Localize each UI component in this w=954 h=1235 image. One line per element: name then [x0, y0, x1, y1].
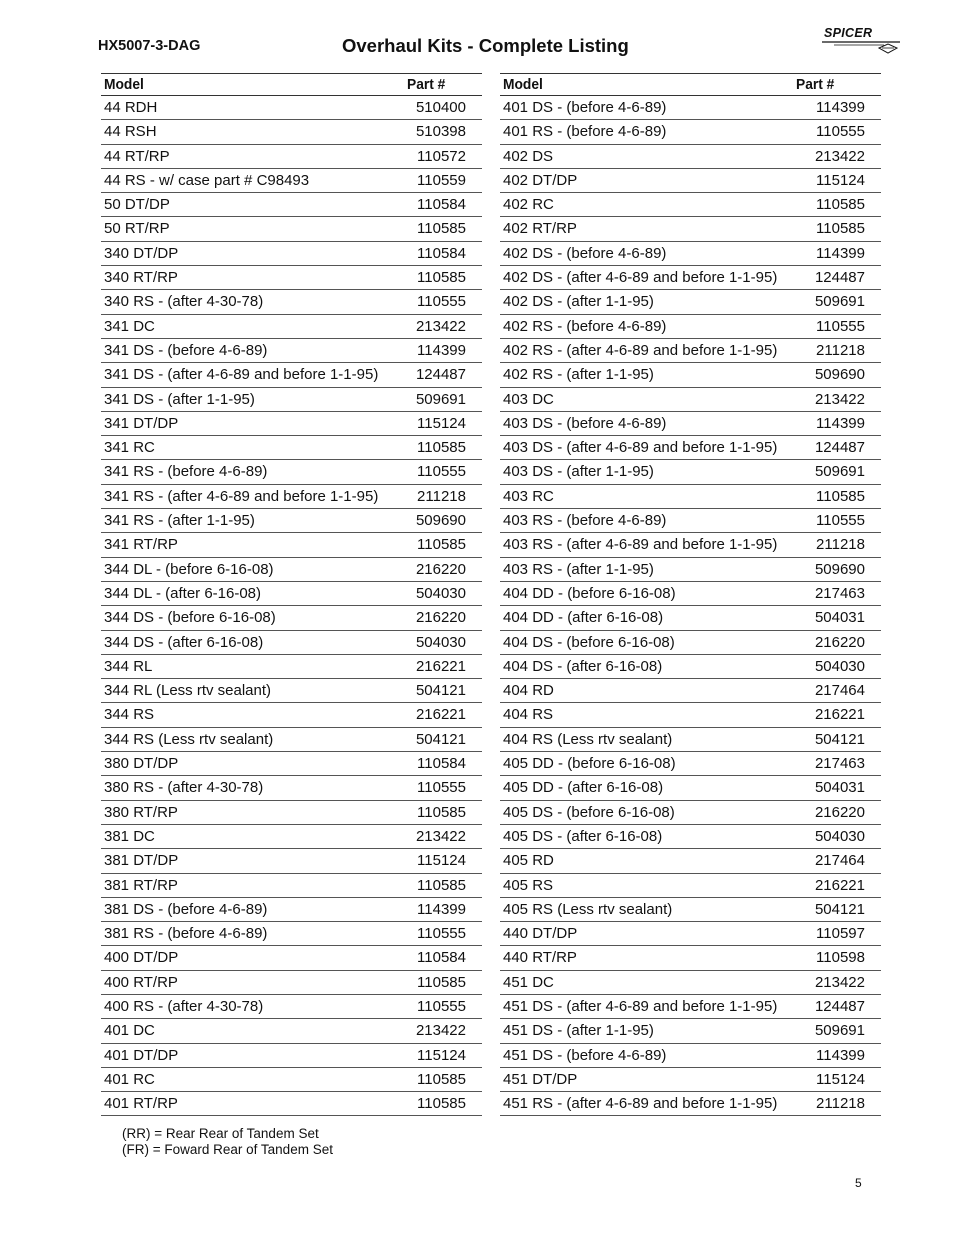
table-row [500, 1068, 881, 1092]
footnotes [122, 1126, 333, 1158]
part-number-cell: 217463 [814, 584, 865, 602]
table-row [101, 776, 482, 800]
column-header-part: Part # [407, 76, 446, 93]
spicer-logo [822, 26, 902, 60]
model-cell: 403 RC [503, 487, 554, 505]
part-number-cell: 114399 [816, 1046, 865, 1064]
table-row [500, 703, 881, 727]
part-number-cell: 110585 [417, 876, 466, 894]
model-cell: 404 DD - (before 6-16-08) [503, 584, 676, 602]
part-number-cell: 124487 [814, 439, 865, 457]
model-cell: 400 RS - (after 4-30-78) [104, 997, 264, 1015]
table-row [500, 388, 881, 412]
page-number: 5 [855, 1176, 862, 1190]
part-number-cell: 510400 [415, 99, 466, 116]
table-row [101, 242, 482, 266]
table-row [500, 1019, 881, 1043]
table-row [101, 217, 482, 241]
model-cell: 402 RS - (after 1-1-95) [503, 366, 654, 384]
part-number-cell: 124487 [814, 997, 865, 1015]
model-cell: 341 RC [104, 439, 155, 457]
model-cell: 403 DS - (before 4-6-89) [503, 414, 667, 432]
part-number-cell: 110584 [417, 755, 466, 773]
table-row [500, 922, 881, 946]
part-number-cell: 110598 [816, 949, 865, 967]
part-number-cell: 115124 [417, 1046, 466, 1064]
table-row [500, 1092, 881, 1116]
part-number-cell: 211218 [816, 1095, 865, 1113]
table-row [500, 679, 881, 703]
model-cell: 340 RT/RP [104, 269, 178, 287]
table-row [500, 825, 881, 849]
part-number-cell: 509691 [814, 1022, 865, 1040]
table-row [500, 946, 881, 970]
table-row [101, 169, 482, 193]
model-cell: 380 RS - (after 4-30-78) [104, 779, 264, 797]
table-header [101, 73, 482, 96]
model-cell: 403 RS - (after 1-1-95) [503, 560, 654, 578]
table-row [500, 217, 881, 241]
part-number-cell: 110555 [417, 463, 466, 481]
part-number-cell: 216221 [415, 657, 466, 675]
part-number-cell: 504121 [415, 682, 466, 700]
part-number-cell: 110555 [417, 293, 466, 311]
model-cell: 405 DS - (before 6-16-08) [503, 803, 675, 821]
model-cell: 341 DS - (after 4-6-89 and before 1-1-95) [104, 366, 379, 384]
model-cell: 401 DT/DP [104, 1046, 179, 1064]
model-cell: 340 RS - (after 4-30-78) [104, 293, 264, 311]
part-number-cell: 110559 [417, 171, 466, 189]
model-cell: 401 DS - (before 4-6-89) [503, 99, 667, 116]
model-cell: 402 RS - (after 4-6-89 and before 1-1-95) [503, 341, 778, 359]
part-number-cell: 110555 [816, 123, 865, 141]
table-row [500, 266, 881, 290]
model-cell: 401 RS - (before 4-6-89) [503, 123, 667, 141]
part-number-cell: 213422 [415, 1022, 466, 1040]
part-number-cell: 115124 [816, 1070, 865, 1088]
part-number-cell: 216220 [814, 633, 865, 651]
column-header-model: Model [503, 76, 543, 93]
model-cell: 341 RS - (before 4-6-89) [104, 463, 268, 481]
table-row [500, 315, 881, 339]
part-number-cell: 110585 [417, 973, 466, 991]
table-row [500, 436, 881, 460]
model-cell: 451 DS - (after 1-1-95) [503, 1022, 654, 1040]
model-cell: 402 DS - (after 1-1-95) [503, 293, 654, 311]
model-cell: 344 RS (Less rtv sealant) [104, 730, 274, 748]
table-row [101, 1092, 482, 1116]
part-number-cell: 110597 [816, 925, 865, 943]
model-cell: 381 DS - (before 4-6-89) [104, 900, 268, 918]
model-cell: 451 RS - (after 4-6-89 and before 1-1-95) [503, 1095, 778, 1113]
model-cell: 44 RS - w/ case part # C98493 [104, 171, 310, 189]
model-cell: 403 RS - (before 4-6-89) [503, 512, 667, 530]
table-row [101, 606, 482, 630]
model-cell: 344 RL [104, 657, 153, 675]
part-number-cell: 216221 [814, 706, 865, 724]
part-number-cell: 211218 [417, 487, 466, 505]
model-cell: 404 DD - (after 6-16-08) [503, 609, 664, 627]
part-number-cell: 504121 [415, 730, 466, 748]
part-number-cell: 216220 [814, 803, 865, 821]
table-row [101, 96, 482, 120]
table-row [500, 874, 881, 898]
model-cell: 404 DS - (before 6-16-08) [503, 633, 675, 651]
part-number-cell: 504031 [814, 609, 865, 627]
model-cell: 44 RDH [104, 99, 158, 116]
part-number-cell: 110584 [417, 949, 466, 967]
table-row [101, 1044, 482, 1068]
model-cell: 403 DC [503, 390, 554, 408]
table-row [101, 363, 482, 387]
part-number-cell: 216221 [814, 876, 865, 894]
page-title: Overhaul Kits - Complete Listing [342, 35, 629, 56]
table-row [101, 582, 482, 606]
table-row [101, 120, 482, 144]
part-number-cell: 110585 [417, 803, 466, 821]
table-row [500, 728, 881, 752]
part-number-cell: 110585 [417, 439, 466, 457]
table-row [101, 1068, 482, 1092]
model-cell: 405 DD - (after 6-16-08) [503, 779, 664, 797]
part-number-cell: 509690 [814, 560, 865, 578]
model-cell: 381 RT/RP [104, 876, 178, 894]
part-number-cell: 115124 [816, 171, 865, 189]
model-cell: 403 RS - (after 4-6-89 and before 1-1-95) [503, 536, 778, 554]
part-number-cell: 110572 [417, 147, 466, 165]
table-row [101, 703, 482, 727]
model-cell: 400 RT/RP [104, 973, 178, 991]
table-row [101, 922, 482, 946]
model-cell: 344 DL - (after 6-16-08) [104, 584, 262, 602]
table-row [101, 752, 482, 776]
model-cell: 341 RS - (after 1-1-95) [104, 512, 255, 530]
table-row [101, 631, 482, 655]
model-cell: 50 RT/RP [104, 220, 170, 238]
model-cell: 402 RC [503, 196, 554, 214]
part-number-cell: 504030 [814, 827, 865, 845]
table-body [101, 96, 482, 1116]
model-cell: 400 DT/DP [104, 949, 179, 967]
model-cell: 401 DC [104, 1022, 155, 1040]
part-number-cell: 504030 [814, 657, 865, 675]
table-row [500, 582, 881, 606]
table-body [500, 96, 881, 1116]
document-code: HX5007-3-DAG [98, 38, 201, 54]
table-row [101, 339, 482, 363]
part-number-cell: 504030 [415, 633, 466, 651]
part-number-cell: 504031 [814, 779, 865, 797]
part-number-cell: 217464 [814, 682, 865, 700]
part-number-cell: 504121 [814, 730, 865, 748]
model-cell: 402 DS - (before 4-6-89) [503, 244, 667, 262]
part-number-cell: 216220 [415, 560, 466, 578]
model-cell: 405 RS [503, 876, 554, 894]
model-cell: 401 RT/RP [104, 1095, 178, 1113]
table-row [500, 631, 881, 655]
table-row [500, 169, 881, 193]
model-cell: 451 DC [503, 973, 554, 991]
model-cell: 405 RS (Less rtv sealant) [503, 900, 673, 918]
model-cell: 405 DS - (after 6-16-08) [503, 827, 663, 845]
part-number-cell: 114399 [816, 99, 865, 116]
parts-table-left [101, 73, 482, 1116]
table-row [500, 363, 881, 387]
model-cell: 405 DD - (before 6-16-08) [503, 755, 676, 773]
part-number-cell: 510398 [415, 123, 466, 141]
table-row [101, 558, 482, 582]
parts-table-right [500, 73, 881, 1116]
model-cell: 440 DT/DP [503, 925, 578, 943]
model-cell: 341 DT/DP [104, 414, 179, 432]
part-number-cell: 115124 [417, 414, 466, 432]
part-number-cell: 110585 [816, 196, 865, 214]
part-number-cell: 115124 [417, 852, 466, 870]
model-cell: 44 RT/RP [104, 147, 170, 165]
model-cell: 341 DS - (before 4-6-89) [104, 341, 268, 359]
part-number-cell: 110555 [417, 925, 466, 943]
part-number-cell: 110584 [417, 196, 466, 214]
model-cell: 404 RS [503, 706, 554, 724]
part-number-cell: 509691 [415, 390, 466, 408]
table-row [101, 874, 482, 898]
table-row [101, 315, 482, 339]
table-row [101, 193, 482, 217]
part-number-cell: 110585 [417, 269, 466, 287]
part-number-cell: 213422 [814, 147, 865, 165]
part-number-cell: 213422 [415, 827, 466, 845]
table-row [500, 412, 881, 436]
column-header-part: Part # [796, 76, 835, 93]
model-cell: 451 DT/DP [503, 1070, 578, 1088]
table-row [500, 339, 881, 363]
table-row [101, 728, 482, 752]
part-number-cell: 114399 [816, 244, 865, 262]
model-cell: 50 DT/DP [104, 196, 170, 214]
part-number-cell: 211218 [816, 341, 865, 359]
table-row [500, 849, 881, 873]
part-number-cell: 110555 [816, 512, 865, 530]
model-cell: 341 DC [104, 317, 155, 335]
model-cell: 402 RS - (before 4-6-89) [503, 317, 667, 335]
table-row [500, 898, 881, 922]
table-row [500, 801, 881, 825]
table-row [500, 995, 881, 1019]
table-row [500, 776, 881, 800]
table-row [101, 655, 482, 679]
model-cell: 403 DS - (after 1-1-95) [503, 463, 654, 481]
part-number-cell: 509691 [814, 463, 865, 481]
table-row [500, 120, 881, 144]
part-number-cell: 114399 [417, 900, 466, 918]
table-row [101, 1019, 482, 1043]
table-row [500, 96, 881, 120]
model-cell: 344 DS - (after 6-16-08) [104, 633, 264, 651]
part-number-cell: 211218 [816, 536, 865, 554]
table-row [101, 849, 482, 873]
table-row [500, 145, 881, 169]
part-number-cell: 114399 [816, 414, 865, 432]
model-cell: 341 DS - (after 1-1-95) [104, 390, 255, 408]
part-number-cell: 213422 [814, 390, 865, 408]
table-row [500, 752, 881, 776]
model-cell: 340 DT/DP [104, 244, 179, 262]
table-row [101, 266, 482, 290]
model-cell: 381 RS - (before 4-6-89) [104, 925, 268, 943]
table-row [500, 606, 881, 630]
part-number-cell: 110585 [417, 536, 466, 554]
table-row [101, 679, 482, 703]
table-row [101, 971, 482, 995]
table-row [101, 898, 482, 922]
model-cell: 404 RD [503, 682, 554, 700]
table-row [101, 995, 482, 1019]
table-row [500, 290, 881, 314]
table-row [500, 485, 881, 509]
part-number-cell: 110555 [417, 779, 466, 797]
part-number-cell: 110555 [417, 997, 466, 1015]
footnote: (RR) = Rear Rear of Tandem Set [122, 1126, 319, 1141]
part-number-cell: 114399 [417, 341, 466, 359]
model-cell: 380 DT/DP [104, 755, 179, 773]
model-cell: 341 RT/RP [104, 536, 178, 554]
table-row [101, 145, 482, 169]
model-cell: 341 RS - (after 4-6-89 and before 1-1-95) [104, 487, 379, 505]
model-cell: 344 DS - (before 6-16-08) [104, 609, 276, 627]
table-row [500, 971, 881, 995]
model-cell: 381 DC [104, 827, 155, 845]
part-number-cell: 217464 [814, 852, 865, 870]
part-number-cell: 110585 [816, 220, 865, 238]
part-number-cell: 110555 [816, 317, 865, 335]
model-cell: 404 RS (Less rtv sealant) [503, 730, 673, 748]
table-row [101, 946, 482, 970]
table-row [500, 193, 881, 217]
column-header-model: Model [104, 76, 144, 93]
table-row [101, 485, 482, 509]
table-row [101, 460, 482, 484]
part-number-cell: 213422 [415, 317, 466, 335]
table-row [101, 533, 482, 557]
part-number-cell: 124487 [415, 366, 466, 384]
part-number-cell: 213422 [814, 973, 865, 991]
part-number-cell: 216221 [415, 706, 466, 724]
model-cell: 402 DS - (after 4-6-89 and before 1-1-95) [503, 269, 778, 287]
model-cell: 451 DS - (before 4-6-89) [503, 1046, 667, 1064]
table-row [101, 509, 482, 533]
model-cell: 344 RS [104, 706, 155, 724]
part-number-cell: 509690 [415, 512, 466, 530]
table-row [500, 509, 881, 533]
table-row [500, 460, 881, 484]
model-cell: 402 DS [503, 147, 554, 165]
part-number-cell: 110585 [816, 487, 865, 505]
model-cell: 402 DT/DP [503, 171, 578, 189]
model-cell: 402 RT/RP [503, 220, 577, 238]
footnote: (FR) = Foward Rear of Tandem Set [122, 1142, 333, 1157]
table-row [500, 242, 881, 266]
table-row [101, 801, 482, 825]
table-row [101, 825, 482, 849]
model-cell: 401 RC [104, 1070, 155, 1088]
table-row [101, 388, 482, 412]
part-number-cell: 124487 [814, 269, 865, 287]
model-cell: 381 DT/DP [104, 852, 179, 870]
table-row [101, 436, 482, 460]
part-number-cell: 217463 [814, 755, 865, 773]
table-row [500, 655, 881, 679]
part-number-cell: 509690 [814, 366, 865, 384]
table-header [500, 73, 881, 96]
model-cell: 344 DL - (before 6-16-08) [104, 560, 274, 578]
part-number-cell: 504121 [814, 900, 865, 918]
model-cell: 44 RSH [104, 123, 157, 141]
part-number-cell: 110585 [417, 1095, 466, 1113]
part-number-cell: 504030 [415, 584, 466, 602]
part-number-cell: 110584 [417, 244, 466, 262]
model-cell: 440 RT/RP [503, 949, 577, 967]
model-cell: 344 RL (Less rtv sealant) [104, 682, 272, 700]
model-cell: 380 RT/RP [104, 803, 178, 821]
model-cell: 403 DS - (after 4-6-89 and before 1-1-95) [503, 439, 778, 457]
model-cell: 451 DS - (after 4-6-89 and before 1-1-95) [503, 997, 778, 1015]
part-number-cell: 216220 [415, 609, 466, 627]
model-cell: 405 RD [503, 852, 554, 870]
model-cell: 404 DS - (after 6-16-08) [503, 657, 663, 675]
part-number-cell: 110585 [417, 220, 466, 238]
part-number-cell: 110585 [417, 1070, 466, 1088]
table-row [500, 558, 881, 582]
table-row [500, 1044, 881, 1068]
spicer-logo-text: SPICER [824, 26, 873, 40]
table-row [101, 290, 482, 314]
table-row [101, 412, 482, 436]
table-row [500, 533, 881, 557]
part-number-cell: 509691 [814, 293, 865, 311]
